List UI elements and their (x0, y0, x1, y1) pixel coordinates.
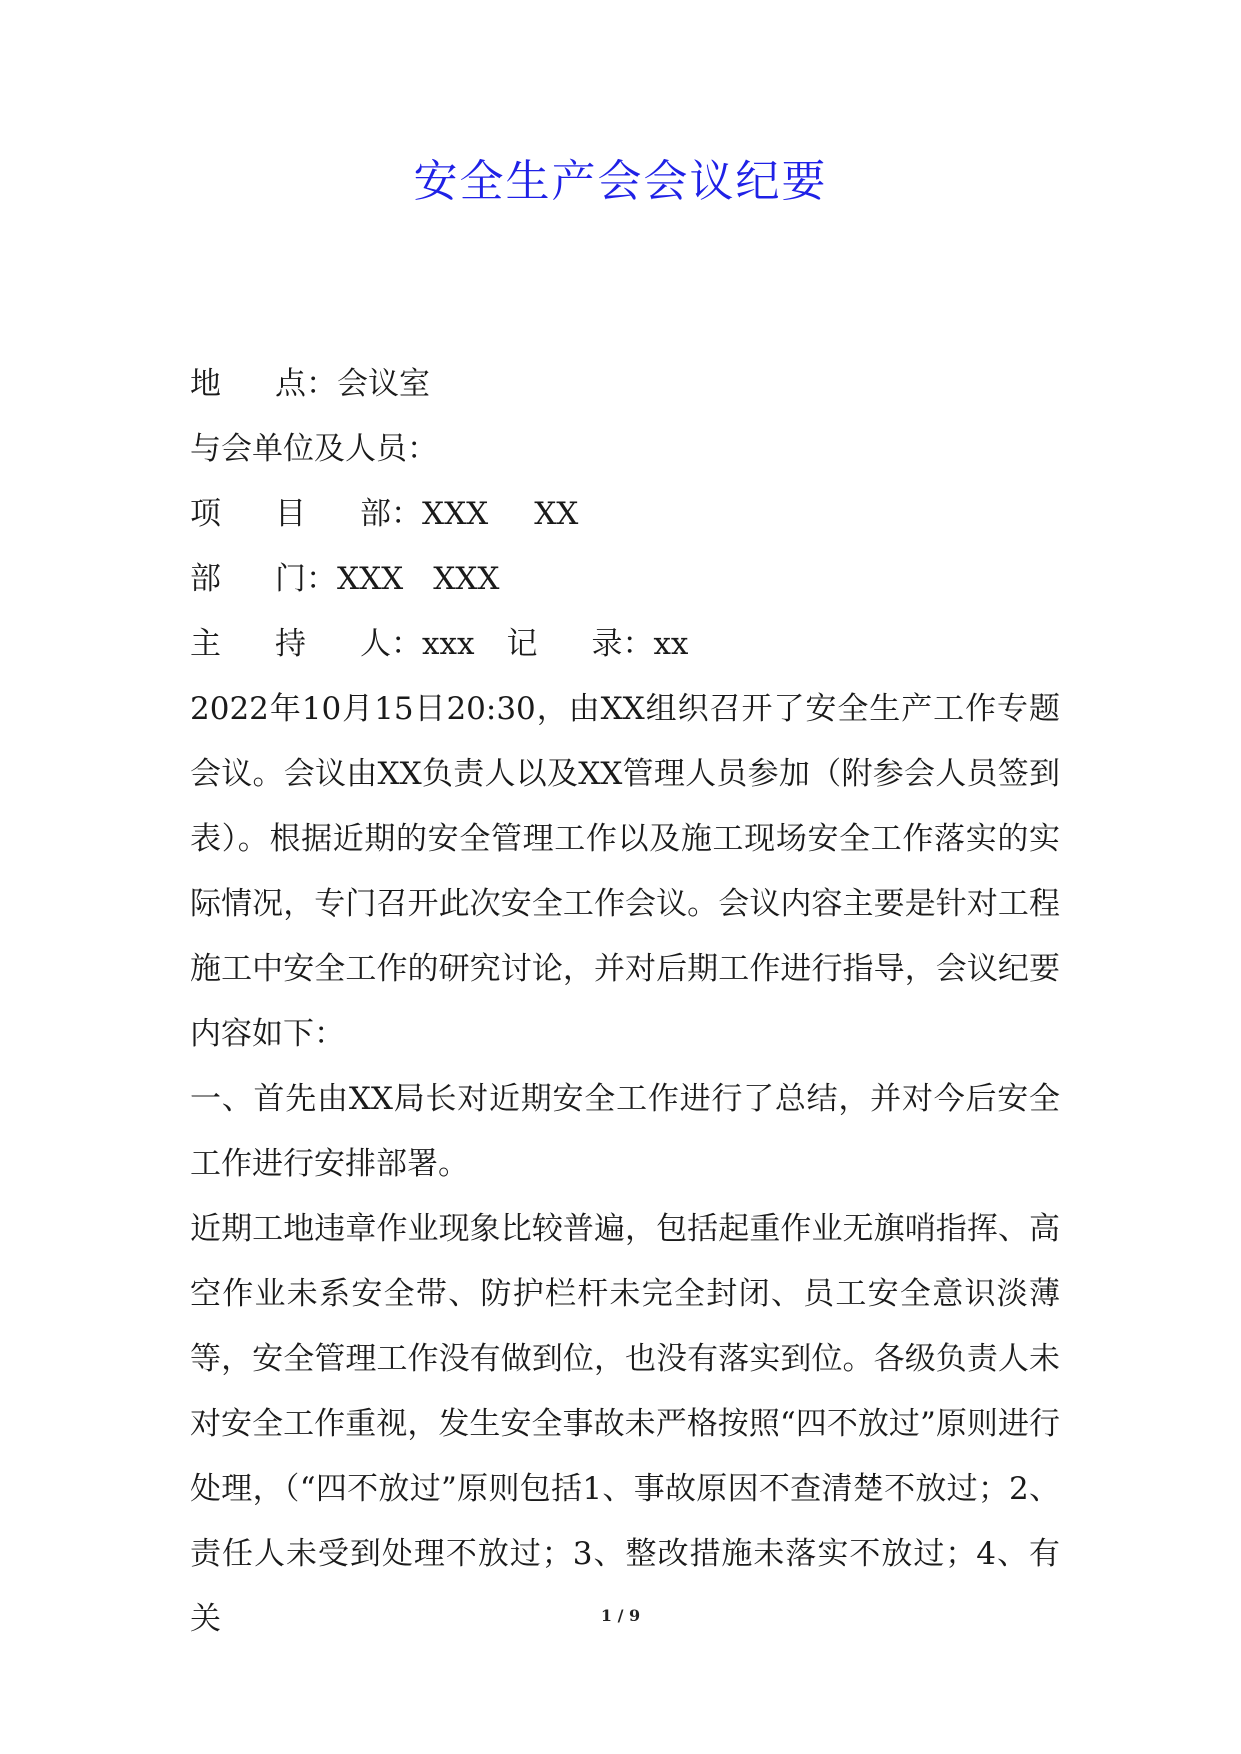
page-number: 1 / 9 (600, 1606, 641, 1625)
host-value: xxx (422, 626, 475, 662)
recorder-label: 记 (506, 626, 538, 662)
department-line (190, 547, 1060, 612)
attendees-line (190, 417, 1060, 482)
project-label: 目 (275, 496, 306, 532)
location-line (190, 352, 1060, 417)
location-label: 点： (275, 366, 337, 402)
location-value: 会议室 (337, 366, 430, 402)
department-label: 门： (275, 561, 337, 597)
host-line (190, 612, 1060, 677)
project-line (190, 482, 1060, 547)
attendees-label: 与会单位及人员： (190, 431, 438, 467)
department-label: 部 (190, 561, 221, 597)
department-value: XXX (433, 561, 500, 597)
paragraph: 一、首先由XX局长对近期安全工作进行了总结，并对今后安全工作进行安排部署。 (190, 1081, 1060, 1182)
paragraph: 近期工地违章作业现象比较普遍，包括起重作业无旗哨指挥、高空作业未系安全带、防护栏杆未完全封闭、员工安全意识淡薄等，安全管理工作没有做到位，也没有落实到位。各级负责人未对安全工作重视，发生安全事故未严格按照“四不放过”原则进行处理，（“四不放过”原则包括1、事故原因不查清楚不放过；2、责任人未受到处理不放过；3、整改措施未落实不放过；4、有关 (190, 1211, 1060, 1637)
recorder-value: xx (653, 626, 689, 662)
host-label: 人： (360, 626, 422, 662)
project-value: XXX (422, 496, 489, 532)
paragraph: 2022年10月15日20:30，由XX组织召开了安全生产工作专题会议。会议由XX负责人以及XX管理人员参加（附参会人员签到表）。根据近期的安全管理工作以及施工现场安全工作落实的实际情况，专门召开此次安全工作会议。会议内容主要是针对工程施工中安全工作的研究讨论，并对后期工作进行指导，会议纪要内容如下： (190, 691, 1060, 1052)
host-label: 主 (190, 626, 221, 662)
recorder-label: 录： (591, 626, 654, 662)
page-title: 安全生产会会议纪要 (413, 156, 828, 207)
project-value: XX (534, 496, 579, 532)
department-value: XXX (337, 561, 404, 597)
document-body (190, 352, 1060, 1652)
location-label: 地 (190, 366, 221, 402)
project-label: 部： (360, 496, 422, 532)
project-label: 项 (190, 496, 221, 532)
host-label: 持 (275, 626, 306, 662)
